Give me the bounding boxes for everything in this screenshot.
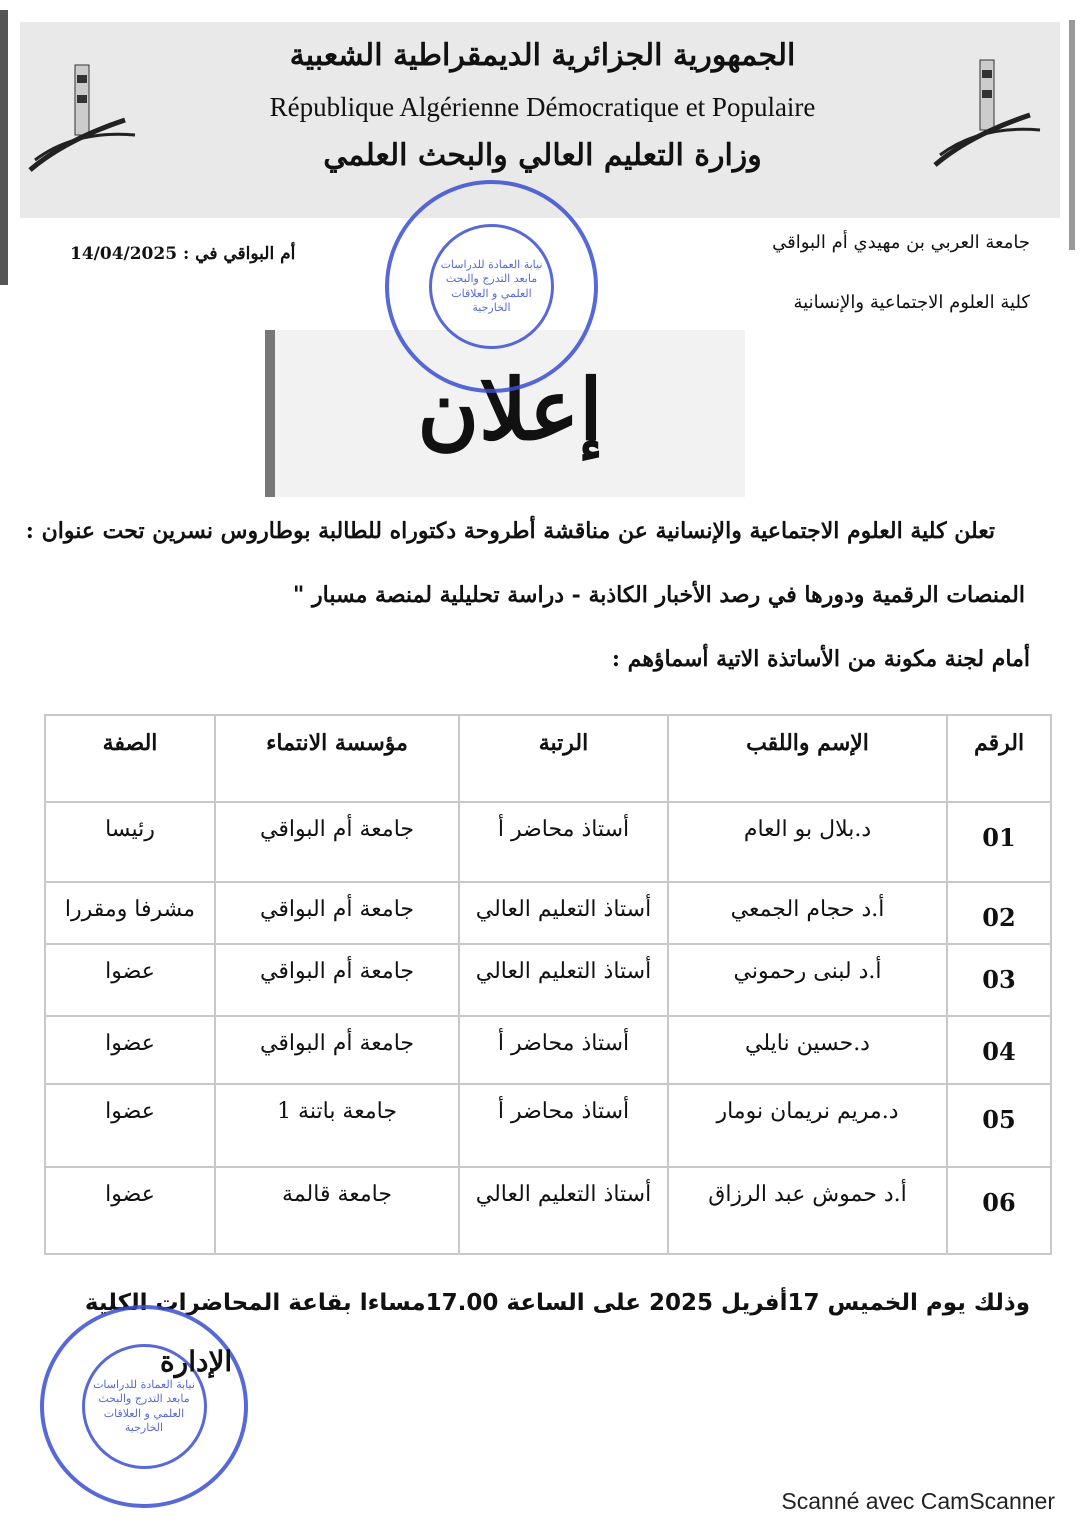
cell-institution: جامعة أم البواقي (215, 882, 459, 944)
cell-rank: أستاذ التعليم العالي (459, 882, 668, 944)
table-row (45, 882, 1051, 944)
cell-name: د.مريم نريمان نومار (668, 1084, 947, 1167)
announcement-title: إعلان (417, 360, 603, 459)
faculty-stamp-bottom (40, 1305, 248, 1508)
cell-role: مشرفا ومقررا (45, 882, 215, 944)
date-line: أم البواقي في : 14/04/2025 (70, 244, 296, 264)
cell-role: عضوا (45, 1084, 215, 1167)
table-row (45, 944, 1051, 1016)
faculty-name: كلية العلوم الاجتماعية والإنسانية (793, 292, 1030, 313)
committee-intro: أمام لجنة مكونة من الأساتذة الاتية أسماؤهم : (611, 646, 1030, 672)
cell-number: 04 (947, 1016, 1051, 1084)
table-header-row (45, 715, 1051, 802)
cell-name: د.حسين نايلي (668, 1016, 947, 1084)
col-institution: مؤسسة الانتماء (215, 715, 459, 802)
cell-institution: جامعة أم البواقي (215, 1016, 459, 1084)
cell-role: عضوا (45, 944, 215, 1016)
cell-rank: أستاذ محاضر أ (459, 1016, 668, 1084)
university-name: جامعة العربي بن مهيدي أم البواقي (772, 232, 1030, 253)
cell-role: عضوا (45, 1167, 215, 1254)
faculty-stamp (385, 180, 598, 393)
col-name: الإسم واللقب (668, 715, 947, 802)
cell-role: عضوا (45, 1016, 215, 1084)
cell-rank: أستاذ محاضر أ (459, 802, 668, 882)
table-row (45, 802, 1051, 882)
col-role: الصفة (45, 715, 215, 802)
country-arabic: الجمهورية الجزائرية الديمقراطية الشعبية (289, 38, 796, 73)
cell-name: أ.د لبنى رحموني (668, 944, 947, 1016)
cell-institution: جامعة قالمة (215, 1167, 459, 1254)
col-number: الرقم (947, 715, 1051, 802)
table-row (45, 1016, 1051, 1084)
country-french: République Algérienne Démocratique et Populaire (269, 92, 816, 122)
cell-name: د.بلال بو العام (668, 802, 947, 882)
cell-rank: أستاذ التعليم العالي (459, 944, 668, 1016)
cell-number: 02 (947, 882, 1051, 944)
cell-name: أ.د حجام الجمعي (668, 882, 947, 944)
signature-administration: الإدارة (160, 1345, 233, 1378)
cell-institution: جامعة باتنة 1 (215, 1084, 459, 1167)
table-row (45, 1167, 1051, 1254)
col-rank: الرتبة (459, 715, 668, 802)
cell-institution: جامعة أم البواقي (215, 802, 459, 882)
cell-institution: جامعة أم البواقي (215, 944, 459, 1016)
cell-rank: أستاذ التعليم العالي (459, 1167, 668, 1254)
cell-name: أ.د حموش عبد الرزاق (668, 1167, 947, 1254)
cell-number: 03 (947, 944, 1051, 1016)
scanner-watermark: Scanné avec CamScanner (781, 1488, 1055, 1514)
ministry: وزارة التعليم العالي والبحث العلمي (323, 138, 762, 173)
cell-number: 06 (947, 1167, 1051, 1254)
cell-role: رئيسا (45, 802, 215, 882)
defense-date-line: وذلك يوم الخميس 17أفريل 2025 على الساعة 17.00مساءا بقاعة المحاضرات الكلية (84, 1290, 1030, 1316)
committee-table (44, 714, 1052, 1255)
thesis-title: المنصات الرقمية ودورها في رصد الأخبار الكاذبة - دراسة تحليلية لمنصة مسبار " (292, 582, 1025, 608)
announcement-line-1: تعلن كلية العلوم الاجتماعية والإنسانية عن مناقشة أطروحة دكتوراه للطالبة بوطاروس نسرين تحت عنوان : (25, 518, 995, 544)
cell-rank: أستاذ محاضر أ (459, 1084, 668, 1167)
stamp-inner: نيابة العمادة للدراسات مابعد التدرج والبحث العلمي و العلاقات الخارجية (429, 224, 554, 349)
cell-number: 05 (947, 1084, 1051, 1167)
cell-number: 01 (947, 802, 1051, 882)
stamp-inner: نيابة العمادة للدراسات مابعد التدرج والبحث العلمي و العلاقات الخارجية (82, 1344, 207, 1469)
table-row (45, 1084, 1051, 1167)
